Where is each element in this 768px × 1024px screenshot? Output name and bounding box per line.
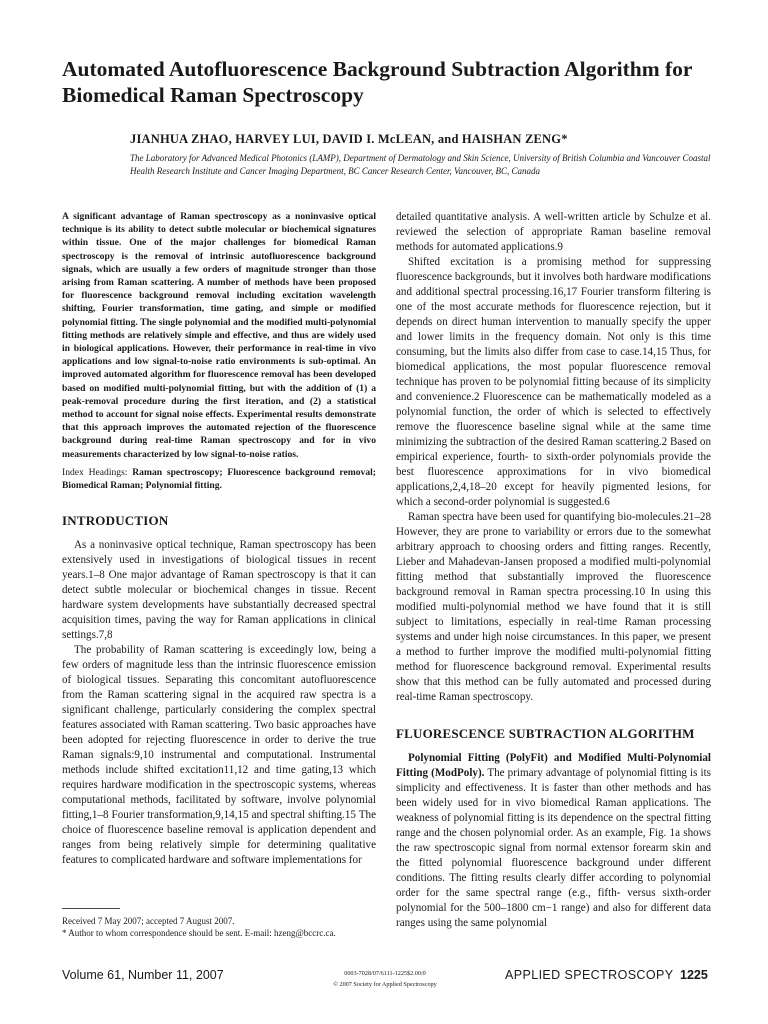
right-paragraph-1: detailed quantitative analysis. A well-written article by Schulze et al. reviewed the selection of appropriate Raman baseline removal methods for automated applications.9 (396, 211, 711, 253)
index-headings (62, 466, 376, 492)
footnote-received: Received 7 May 2007; accepted 7 August 2007. (62, 916, 235, 926)
algorithm-paragraph (396, 751, 711, 931)
algorithm-text: The primary advantage of polynomial fitting is its simplicity and effectiveness. It is faster than other methods and has been widely used for in vivo biomedical Raman applications. The weakness of polynomial fitting is its dependence on the spectral fitting range and the chosen polynomial order. As an example, Fig. 1a shows the raw spectroscopic signal from normal extensor forearm skin and the fitted polynomial fluorescence background under different conditions. The fitting results clearly differ according to polynomial order for the same spectral range (e.g., fifth- versus sixth-order polynomial for the 500–1800 cm−1 range) and also for different data ranges using the same polynomial (396, 767, 712, 929)
left-column (62, 210, 376, 868)
algorithm-heading: FLUORESCENCE SUBTRACTION ALGORITHM (396, 726, 695, 741)
intro-paragraph-1: As a noninvasive optical technique, Raman spectroscopy has been extensively used in investigations of biological tissues in recent years.1–8 One major advantage of Raman spectroscopy is that it can detect subtle molecular or biochemical changes in tissue. Recent hardware system developments have substantially decreased spectral acquisition times, paving the way for Raman applications in clinical settings.7,8 (62, 539, 376, 642)
copyright-notice: © 2007 Society for Applied Spectroscopy (333, 981, 437, 988)
index-terms: Raman spectroscopy; Fluorescence background removal; Biomedical Raman; Polynomial fitting. (62, 466, 376, 492)
page-number: 1225 (680, 968, 708, 982)
footnotes (62, 915, 376, 939)
affiliation: The Laboratory for Advanced Medical Photonics (LAMP), Department of Dermatology and Skin Science, University of British Columbia and Vancouver Coastal Health Research Institute and Cancer Imaging Department, BC Cancer Research Center, Vancouver, BC, Canada (130, 153, 711, 176)
footnote-author: * Author to whom correspondence should be sent. E-mail: hzeng@bccrc.ca. (62, 928, 336, 938)
copyright-block (300, 968, 470, 990)
introduction-heading: INTRODUCTION (62, 513, 169, 529)
author-list: JIANHUA ZHAO, HARVEY LUI, DAVID I. McLEAN, and HAISHAN ZENG* (130, 132, 568, 146)
algorithm-subheading: Polynomial Fitting (PolyFit) and Modified Multi-Polynomial Fitting (ModPoly). (396, 752, 711, 779)
journal-name: APPLIED SPECTROSCOPY (505, 968, 674, 982)
volume-info: Volume 61, Number 11, 2007 (62, 968, 224, 982)
abstract: A significant advantage of Raman spectroscopy as a noninvasive optical technique is its ability to detect subtle molecular or biochemical signatures within tissue. One of the major challenges for biomedical Raman spectroscopy is the removal of intrinsic autofluorescence background signals, which are usually a few orders of magnitude stronger than those arising from Raman scattering. A number of methods have been proposed for fluorescence background removal including excitation wavelength shifting, Fourier transformation, time gating, and simple or modified polynomial fitting. The single polynomial and the modified multi-polynomial fitting methods are relatively simple and effective, and thus are widely used in biological applications. However, their performance in real-time in vivo applications and low signal-to-noise ratio environments is sub-optimal. An improved automated algorithm for fluorescence removal has been developed based on modified multi-polynomial fitting, but with the addition of (1) a peak-removal procedure during the first iteration, and (2) a statistical method to account for signal noise effects. Experimental results demonstrate that this approach improves the automated rejection of the fluorescence background during real-time Raman spectroscopy and for in vivo measurements characterized by low signal-to-noise ratios. (62, 211, 376, 460)
index-label: Index Headings: (62, 466, 133, 478)
right-paragraph-3: Raman spectra have been used for quantifying bio-molecules.21–28 However, they are prone to variability or errors due to the somewhat arbitrary approach to choosing orders and fitting ranges. Recently, Lieber and Mahadevan-Jansen proposed a modified multi-polynomial fitting method that substantially improved the fluorescence background removal in Raman spectra processing.10 In using this modified multi-polynomial method we have found that it is still subject to limitations, especially in real-time Raman processing systems and under high noise circumstances. In this paper, we present a method to further improve the modified multi-polynomial fitting method for fluorescence background removal. Experimental results show that this method can be fully automated and processed during real-time Raman spectroscopy. (396, 511, 711, 703)
paper-title: Automated Autofluorescence Background Subtraction Algorithm for Biomedical Raman Spectroscopy (62, 57, 693, 107)
footnote-divider (62, 908, 120, 909)
right-paragraph-2: Shifted excitation is a promising method for suppressing fluorescence backgrounds, but it involves both hardware modifications and additional spectral processing.16,17 Fourier transform filtering is one of the most accurate methods for fluorescence rejection, but it depends on direct human intervention to manually specify the upper and lower limits in the frequency domain. Not only is this time consuming, but the limits also differ from case to case.14,15 Thus, for biomedical applications, the most popular fluorescence removal technique has proven to be polynomial fitting because of its simplicity and convenience.2 Fluorescence can be mathematically modeled as a polynomial function, the order of which is selected to effectively remove the fluorescence baseline signal while at the same time minimizing the subtraction of the desired Raman scattering.2 Based on empirical experience, fourth- to sixth-order polynomials provide the best fluorescence approximations for in vivo biomedical applications,2,4,18–20 except for heavily pigmented lesions, for which a second-order polynomial is suggested.6 (396, 256, 711, 508)
right-column (396, 210, 711, 931)
intro-paragraph-2: The probability of Raman scattering is exceedingly low, being a few orders of magnitude less than the intrinsic fluorescence emission of biological tissues. Separating this concomitant autofluorescence from the Raman scattering signal in the acquired raw spectra is a significant challenge, particularly considering the complex spectral features associated with Raman scattering. Two basic approaches have been adopted for rejecting fluorescence in order to derive the true Raman signals:9,10 instrumental and computational. Instrumental methods include shifted excitation11,12 and time gating,13 which requires hardware modification in the spectroscopic systems, whereas computational methods, facilitated by software, involve polynomial fitting,1–8 Fourier transformation,9,14,15 and spectral shifting.15 The choice of fluorescence baseline removal is application dependent and ranges from being relatively simple for determining qualitative features to complicated hardware and software implementations for (62, 644, 376, 867)
issn-code: 0003-7028/07/6111-1225$2.00/0 (344, 970, 426, 977)
